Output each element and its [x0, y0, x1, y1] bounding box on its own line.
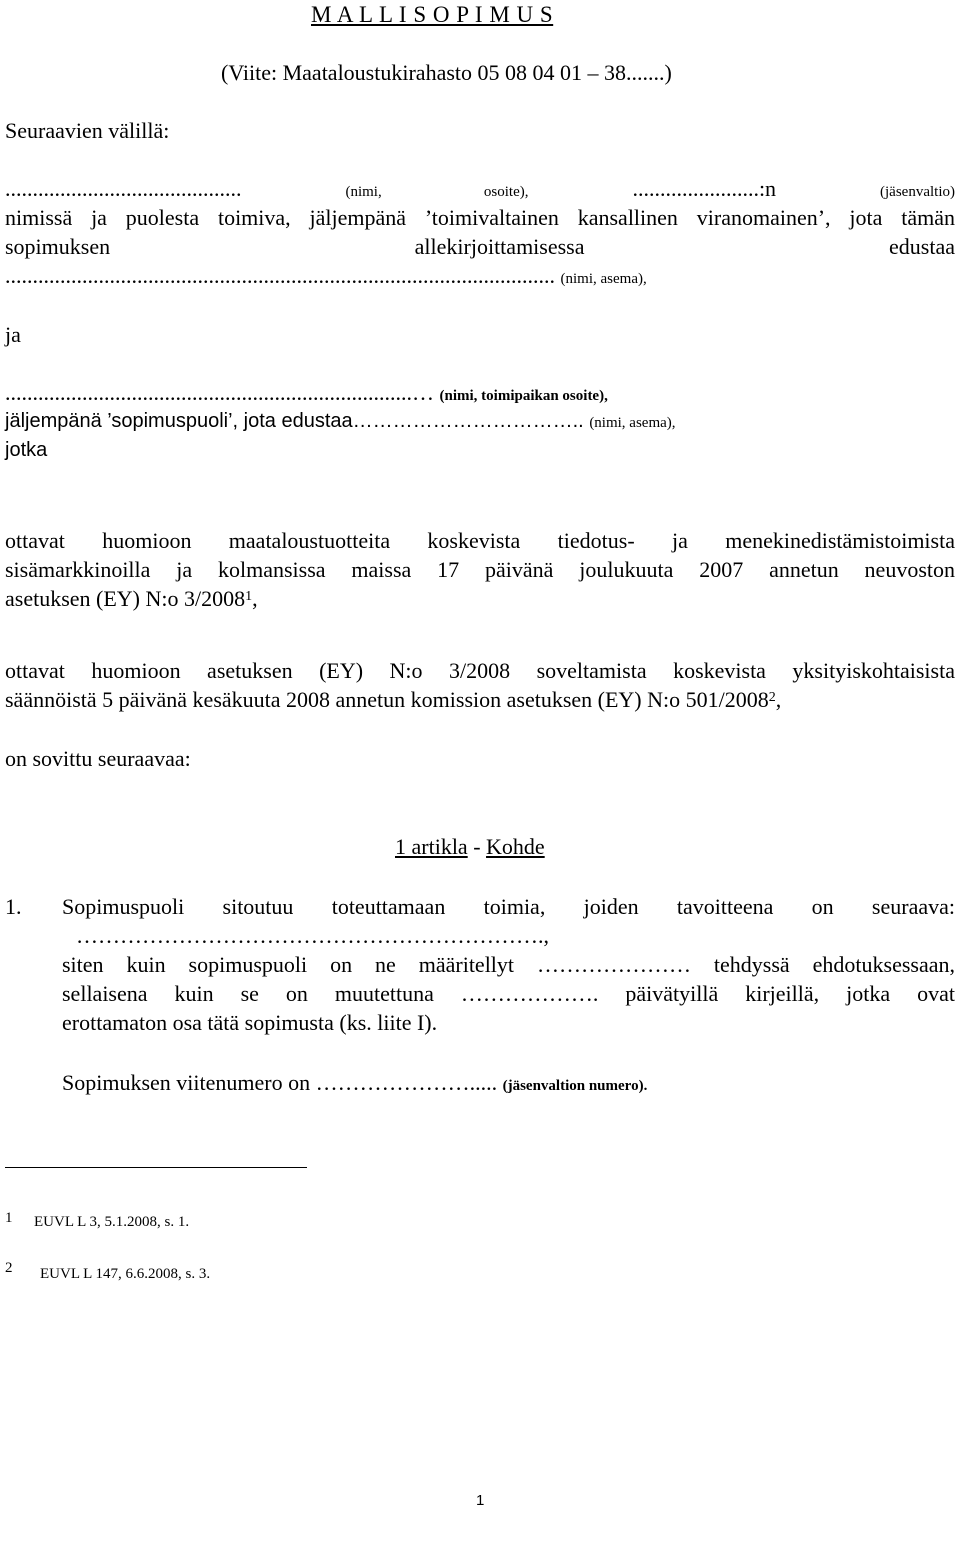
recital1-line1: ottavat huomioon maataloustuotteita koskevista tiedotus- ja menekinedistämistoimista: [5, 528, 955, 553]
parties-and: ja: [5, 322, 21, 347]
party1-line2: nimissä ja puolesta toimiva, jäljempänä ’toimivaltainen kansallinen viranomainen’, jota tämän: [5, 205, 955, 230]
para1-line3: siten kuin sopimuspuoli on ne määritellyt ………………… tehdyssä ehdotuksessaan,: [62, 952, 955, 977]
reference-number-line: Sopimuksen viitenumero on …………………..... (jäsenvaltion numero).: [62, 1070, 648, 1095]
party1-line4: .................................................................................................... (nimi, asema),: [5, 263, 647, 288]
article-heading: 1 artikla - Kohde: [395, 834, 545, 859]
para1-line2: ……………………………………………………….,: [76, 923, 549, 948]
footnote-separator: [5, 1167, 307, 1168]
recital2-line2: säännöistä 5 päivänä kesäkuuta 2008 annetun komission asetuksen (EY) N:o 501/2008$^2$,: [5, 687, 782, 712]
party1-line1: ........................................... (nimi, osoite), .......................:n (jäsenvaltio): [5, 176, 955, 201]
footnote-number-2: 2: [5, 1260, 13, 1276]
para1-line4: sellaisena kuin se on muutettuna ………………. päivätyillä kirjeillä, jotka ovat: [62, 981, 955, 1006]
recital1-line2: sisämarkkinoilla ja kolmansissa maissa 17 päivänä joulukuuta 2007 annetun neuvoston: [5, 557, 955, 582]
parties-jotka: jotka: [5, 439, 48, 461]
para1-line5: erottamaton osa tätä sopimusta (ks. liite I).: [62, 1010, 438, 1035]
document-title: M A L L I S O P I M U S: [311, 2, 554, 27]
recital2-line1: ottavat huomioon asetuksen (EY) N:o 3/2008 soveltamista koskevista yksityiskohtaisista: [5, 658, 955, 683]
footnote-ref-1: 1: [245, 589, 253, 604]
paragraph-number: 1.: [5, 894, 22, 919]
para1-line1: Sopimuspuoli sitoutuu toteuttamaan toimia, joiden tavoitteena on seuraava:: [62, 894, 955, 919]
party2-line5: ..........................................................................… (nimi, toimipaikan osoite),: [5, 380, 608, 405]
parties-intro: Seuraavien välillä:: [5, 118, 170, 143]
footnote-number-1: 1: [5, 1210, 13, 1226]
party2-line6: jäljempänä ’sopimuspuoli’, jota edustaa…………………………….. (nimi, asema),: [5, 410, 676, 432]
recital1-line3: asetuksen (EY) N:o 3/2008$^1$,: [5, 586, 258, 611]
agreed-line: on sovittu seuraavaa:: [5, 746, 191, 771]
page-number: 1: [476, 1492, 485, 1509]
party1-line3: sopimuksen allekirjoittamisessa edustaa: [5, 234, 956, 259]
reference-line: (Viite: Maataloustukirahasto 05 08 04 01 – 38.......): [221, 60, 672, 85]
footnote-text-2: EUVL L 147, 6.6.2008, s. 3.: [40, 1266, 211, 1282]
footnote-text-1: EUVL L 3, 5.1.2008, s. 1.: [34, 1214, 190, 1230]
footnote-ref-2: 2: [768, 690, 776, 705]
